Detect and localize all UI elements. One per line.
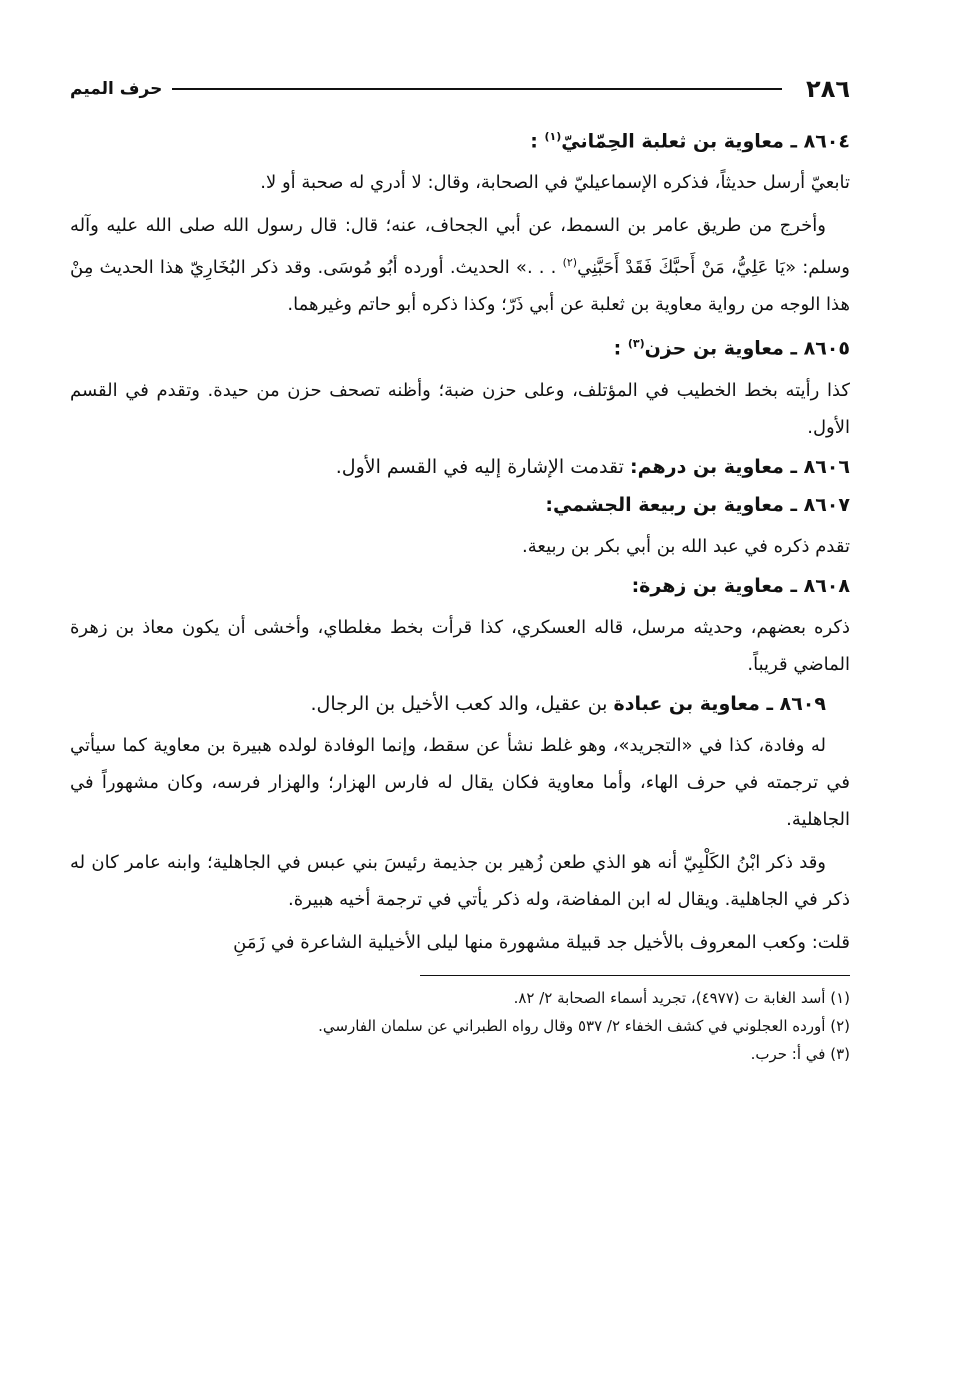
page bbox=[70, 70, 850, 1360]
footnote-3: (٣) في أ: حرب. bbox=[750, 1044, 850, 1063]
hadith-quote: يَا عَلِيُّ، مَنْ أَحبَّكَ فَقَدْ أَحَبَّنِي bbox=[577, 257, 786, 279]
entry-title-8606 bbox=[70, 452, 850, 482]
entry-title-text: ٨٦٠٤ ـ معاوية بن ثعلبة الحِمّانيّ bbox=[561, 130, 850, 153]
paragraph-text: . . .» الحديث. أورده أبُو مُوسَى. وقد ذكر البُخَارِيّ هذا الحديث مِنْ هذا الوجه من رواية معاوية بن ثعلبة عن أبي ذَرّ؛ وكذا ذكره أبو حاتم وغيرهما. bbox=[70, 257, 850, 316]
footnote-1: (١) أسد الغابة ت (٤٩٧٧)، تجريد أسماء الصحابة ٢/ ٨٢. bbox=[513, 988, 850, 1007]
paragraph: تقدم ذكره في عبد الله بن أبي بكر بن ربيعة. bbox=[522, 535, 850, 557]
footnotes bbox=[70, 984, 850, 1068]
paragraph: قلت: وكعب المعروف بالأخيل جد قبيلة مشهورة منها ليلى الأخيلية الشاعرة في زَمَنِ bbox=[233, 931, 850, 953]
paragraph: كذا رأيته بخط الخطيب في المؤتلف، وعلى حزن ضبة؛ وأظنه تصحف حزن من حيدة. وتقدم في القسم الأول. bbox=[70, 379, 850, 438]
entry-title-8609 bbox=[70, 689, 850, 719]
entry-title-text: ٨٦٠٦ ـ معاوية بن درهم: bbox=[629, 455, 850, 478]
entry-inline-text: تقدمت الإشارة إليه في القسم الأول. bbox=[335, 455, 630, 478]
page-number: ٢٨٦ bbox=[806, 75, 850, 103]
chapter-title: حرف الميم bbox=[70, 79, 163, 99]
footnote-rule bbox=[420, 975, 850, 976]
footnote-ref-2: (٢) bbox=[562, 256, 578, 270]
page-body bbox=[70, 122, 850, 961]
page-header bbox=[70, 70, 850, 108]
entry-colon: : bbox=[530, 130, 545, 153]
entry-title-8604 bbox=[70, 122, 850, 156]
entry-title-8607: ٨٦٠٧ ـ معاوية بن ربيعة الجشمي: bbox=[545, 493, 850, 516]
paragraph: تابعيّ أرسل حديثاً، فذكره الإسماعيليّ في الصحابة، وقال: لا أدري له صحبة أو لا. bbox=[260, 172, 850, 194]
footnote-ref-3: (٣) bbox=[627, 337, 645, 351]
entry-title-8605 bbox=[70, 329, 850, 363]
entry-title-text: ٨٦٠٥ ـ معاوية بن حزن bbox=[644, 337, 850, 360]
paragraph bbox=[70, 207, 850, 323]
paragraph: ذكره بعضهم، وحديثه مرسل، قاله العسكري، كذا قرأت بخط مغلطاي، وأخشى أن يكون معاذ بن زهرة الماضي قريباً. bbox=[70, 616, 850, 675]
header-rule bbox=[172, 88, 782, 90]
entry-colon: : bbox=[613, 337, 628, 360]
paragraph: وقد ذكر ابْنُ الكَلْبِيّ أنه هو الذي طعن زُهير بن جذيمة رئيسَ بني عبس في الجاهلية؛ وابنه عامر كان له ذكر في الجاهلية. ويقال له ابن المفاضة، وله ذكر يأتي في ترجمة أخيه هبيرة. bbox=[70, 851, 850, 910]
footnote-ref-1: (١) bbox=[544, 130, 562, 143]
entry-title-8608: ٨٦٠٨ ـ معاوية بن زهرة: bbox=[631, 574, 850, 597]
paragraph-text: وأخرج من طريق عامر بن السمط، عن أبي الجحاف، عنه؛ قال: قال رسول الله صلى الله عليه وآله وسلم: « bbox=[70, 215, 851, 279]
entry-inline-text: بن عقيل، والد كعب الأخيل بن الرجال. bbox=[310, 692, 614, 715]
entry-title-text: ٨٦٠٩ ـ معاوية بن عبادة bbox=[613, 692, 826, 715]
footnote-2: (٢) أورده العجلوني في كشف الخفاء ٢/ ٥٣٧ وقال رواه الطبراني عن سلمان الفارسي. bbox=[318, 1016, 850, 1035]
paragraph: له وفادة، كذا في «التجريد»، وهو غلط نشأ عن سقط، وإنما الوفادة لولده هبيرة بن معاوية كما سيأتي في ترجمته في حرف الهاء، وأما معاوية فكان يقال له فارس الهزار؛ والهزار فرسه، وكان مشهوراً في الجاهلية. bbox=[70, 734, 850, 830]
